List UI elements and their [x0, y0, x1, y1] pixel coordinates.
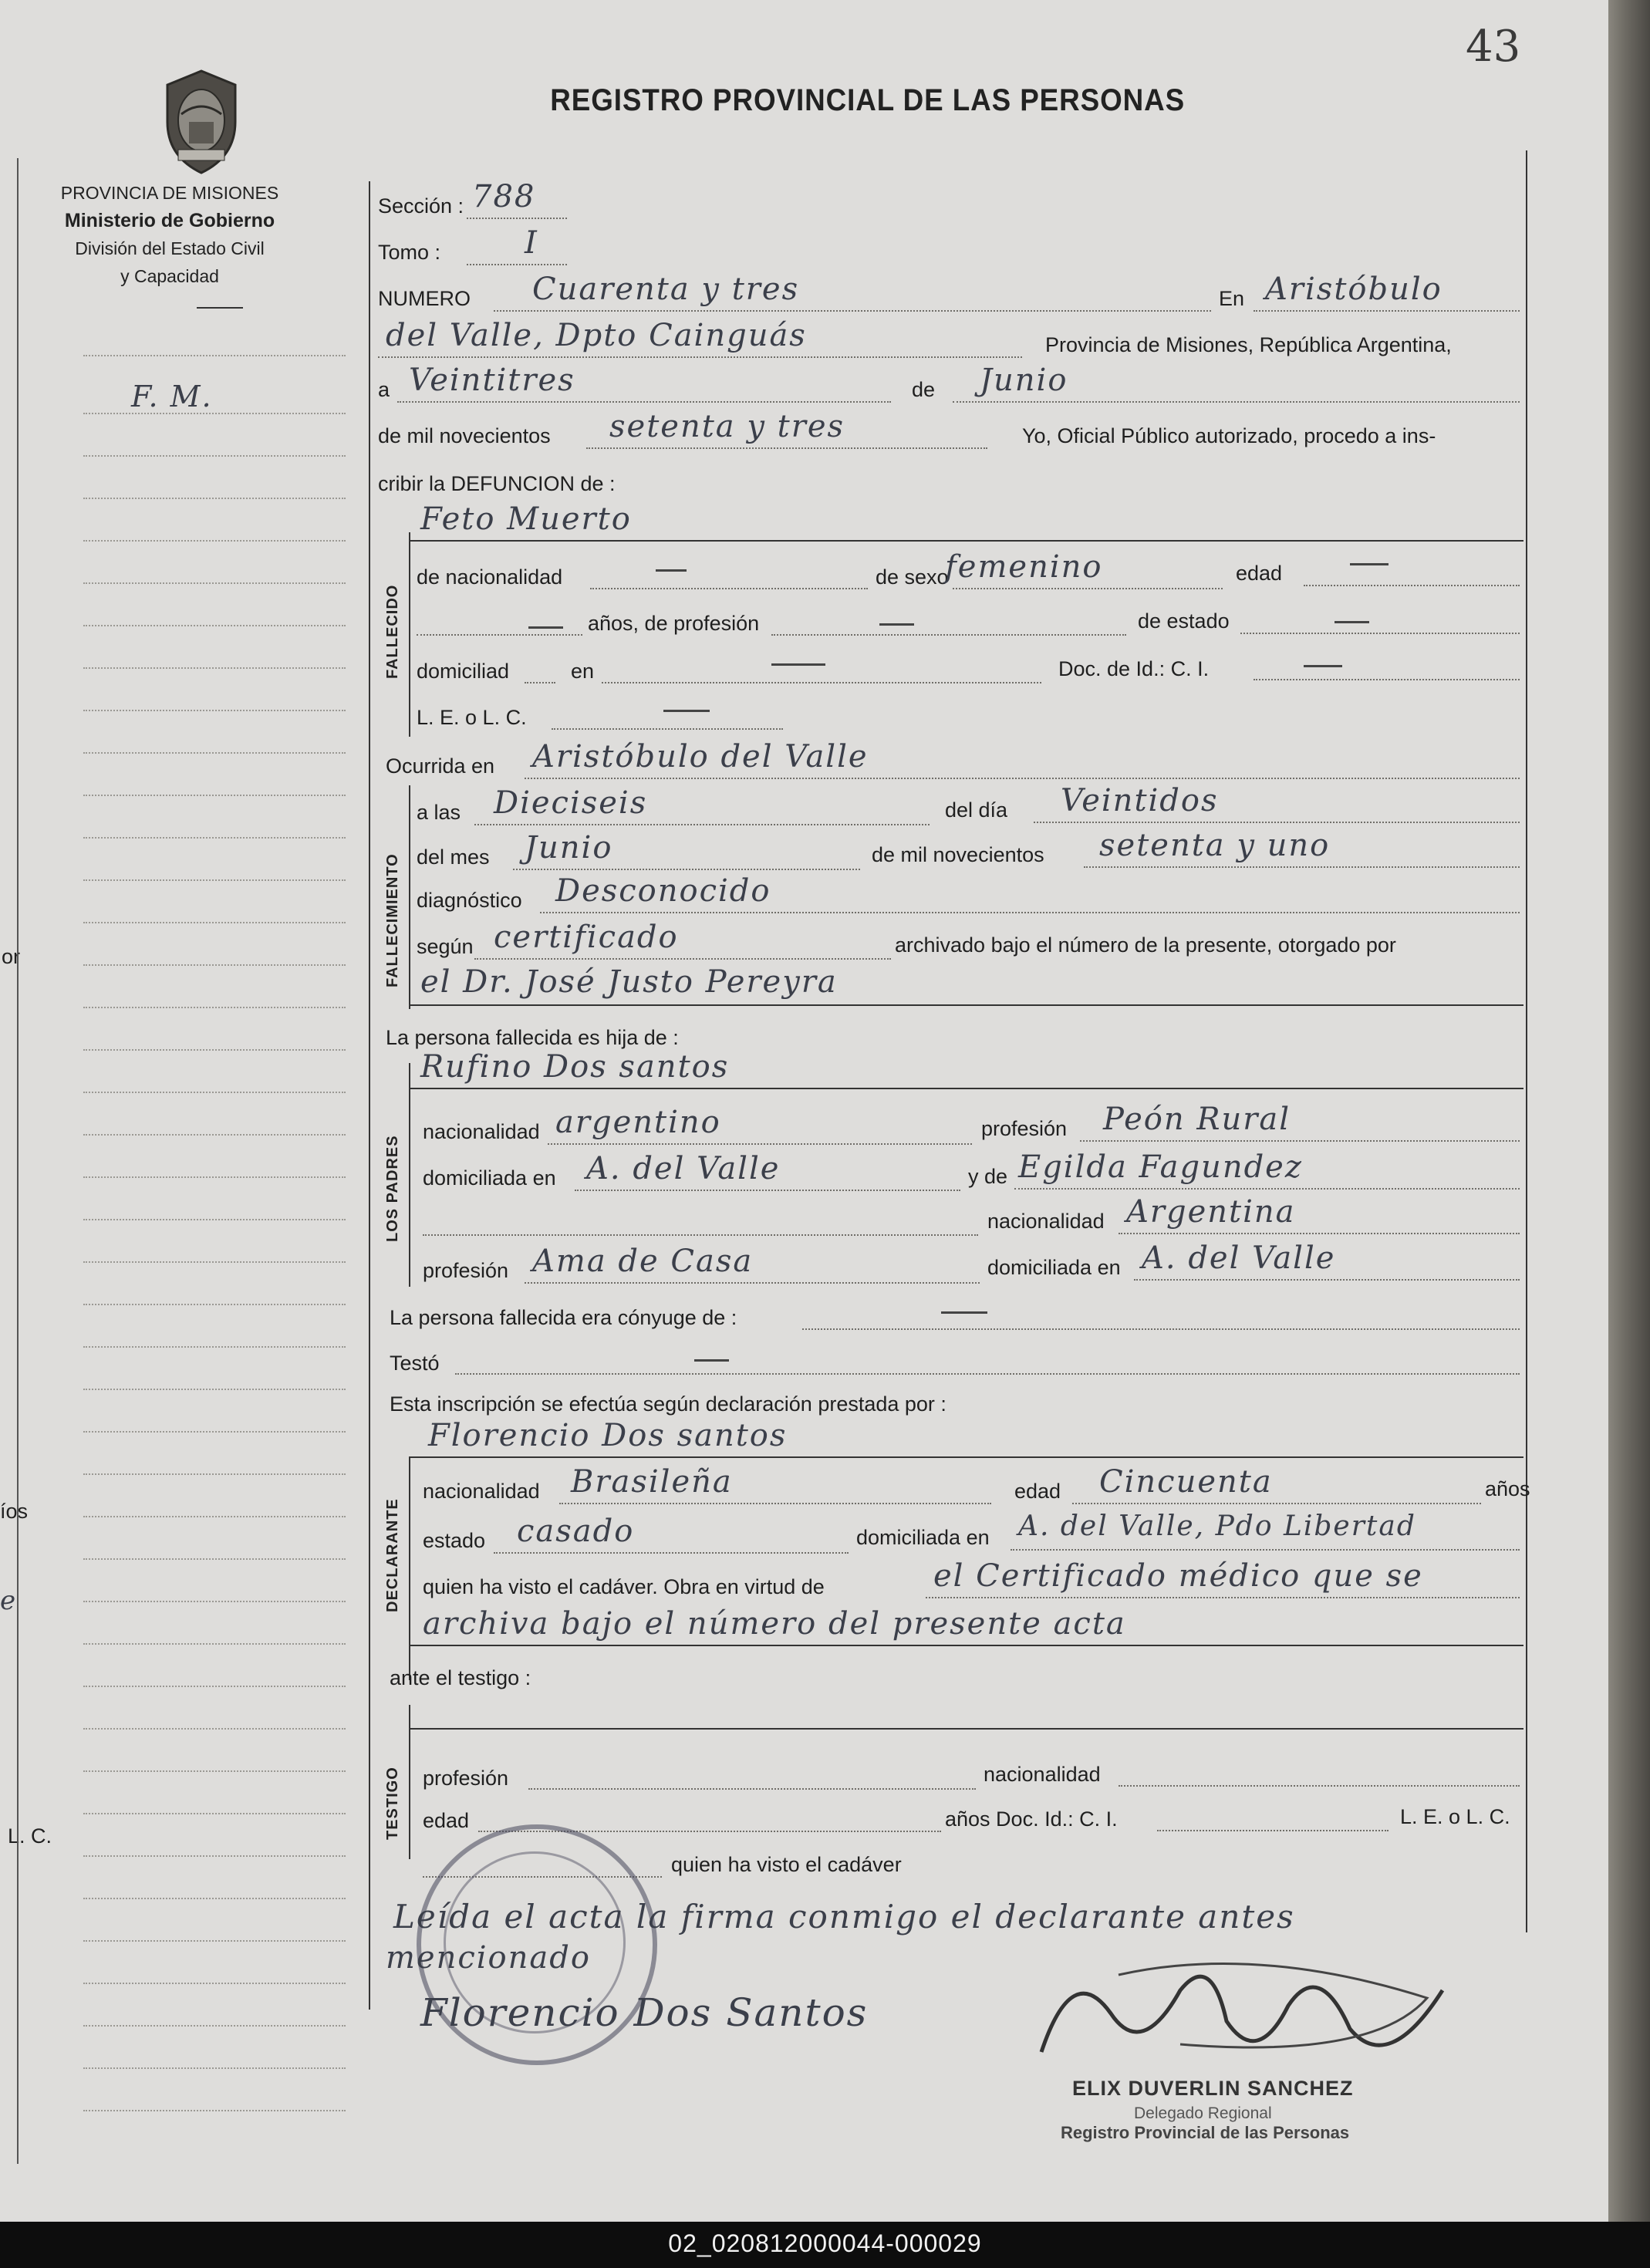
- diagnostico-label: diagnóstico: [417, 889, 522, 912]
- padre-domiciliada-label: domiciliada en: [423, 1166, 556, 1190]
- testigo-le-label: L. E. o L. C.: [1400, 1805, 1510, 1828]
- testigo-visto-text: quien ha visto el cadáver: [671, 1853, 902, 1876]
- padre-profesion: Peón Rural: [1103, 1102, 1291, 1137]
- declarante-domiciliada-label: domiciliada en: [856, 1526, 990, 1549]
- declarante-nacionalidad: Brasileña: [571, 1464, 733, 1500]
- numero-value: Cuarenta y tres: [532, 272, 800, 307]
- declaracion-text: Esta inscripción se efectúa según declaración prestada por :: [390, 1392, 946, 1416]
- madre-nacionalidad-label: nacionalidad: [987, 1210, 1105, 1233]
- numero-label: NUMERO: [378, 287, 471, 310]
- ante-testigo-text: ante el testigo :: [390, 1666, 531, 1689]
- ministry-label: Ministerio de Gobierno: [64, 210, 275, 231]
- edge-fragment-3: e: [0, 1585, 18, 1616]
- fallecimiento-tag: FALLECIMIENTO: [384, 853, 401, 987]
- y-de-label: y de: [968, 1165, 1008, 1188]
- a-label: a: [378, 378, 390, 401]
- declarante-virtud-value-2: archiva bajo el número del presente acta: [423, 1606, 1126, 1642]
- padre-nombre: Rufino Dos santos: [420, 1049, 730, 1085]
- fallecido-tag: FALLECIDO: [384, 584, 401, 679]
- sexo-label: de sexo: [876, 565, 949, 589]
- segun-value: certificado: [494, 920, 679, 955]
- anio-value: setenta y tres: [609, 409, 845, 444]
- declarante-edad: Cincuenta: [1099, 1464, 1273, 1500]
- declarante-virtud-value: el Certificado médico que se: [933, 1558, 1423, 1594]
- madre-domicilio-label: domiciliada en: [987, 1256, 1121, 1279]
- del-dia-value: Veintidos: [1061, 783, 1219, 818]
- oficial-cargo: Delegado Regional: [1134, 2104, 1272, 2122]
- edad-label: edad: [1236, 562, 1283, 585]
- form-left-rule: [369, 181, 370, 2010]
- footer-code: 02_020812000044-000029: [668, 2229, 982, 2257]
- testigo-edad-label: edad: [423, 1809, 470, 1832]
- official-signature-icon: [1026, 1944, 1458, 2083]
- padre-domicilio: A. del Valle: [586, 1151, 781, 1186]
- fallecido-nombre: Feto Muerto: [420, 501, 632, 537]
- declarante-estado: casado: [517, 1514, 635, 1549]
- segun-label: según: [417, 935, 474, 958]
- ocurrida-value: Aristóbulo del Valle: [532, 739, 869, 775]
- diagnostico-value: Desconocido: [555, 873, 771, 909]
- declarante-nombre: Florencio Dos santos: [428, 1418, 788, 1453]
- otorgado-value: el Dr. José Justo Pereyra: [420, 964, 838, 1000]
- declarante-nacionalidad-label: nacionalidad: [423, 1480, 540, 1503]
- header-block: [54, 179, 285, 290]
- cierre-line-2: mencionado: [386, 1940, 591, 1976]
- padres-intro: La persona fallecida es hija de :: [386, 1026, 679, 1049]
- fallecimiento-anio-value: setenta y uno: [1099, 828, 1331, 863]
- padre-nacionalidad: argentino: [555, 1105, 721, 1140]
- testigo-tag: TESTIGO: [384, 1767, 401, 1840]
- book-spine: [1608, 0, 1650, 2222]
- en-label: En: [1219, 287, 1245, 310]
- facing-page-edge: [17, 158, 19, 2164]
- madre-domicilio: A. del Valle: [1142, 1240, 1336, 1276]
- anios-label: años, de profesión: [588, 612, 760, 635]
- edge-fragment-4: L. C.: [8, 1824, 52, 1848]
- mil-label: de mil novecientos: [378, 424, 551, 447]
- fallecimiento-mil-label: de mil novecientos: [872, 843, 1044, 866]
- nacionalidad-label: de nacionalidad: [417, 565, 563, 589]
- doc-label: Doc. de Id.: C. I.: [1058, 657, 1210, 680]
- padre-profesion-label: profesión: [981, 1117, 1068, 1140]
- page-number: 43: [1466, 22, 1521, 72]
- page-title: REGISTRO PROVINCIAL DE LAS PERSONAS: [550, 83, 1186, 117]
- provincia-text: Provincia de Misiones, República Argentina,: [1045, 333, 1452, 356]
- firma-declarante: Florencio Dos Santos: [420, 1990, 869, 2035]
- declarante-anios-label: años: [1485, 1477, 1530, 1500]
- declarante-tag: DECLARANTE: [384, 1498, 401, 1612]
- estado-label: de estado: [1138, 609, 1230, 633]
- testigo-nacionalidad-label: nacionalidad: [984, 1763, 1101, 1786]
- testo-text: Testó: [390, 1352, 440, 1375]
- inscribir-text: cribir la DEFUNCION de :: [378, 472, 616, 495]
- padre-nacionalidad-label: nacionalidad: [423, 1120, 540, 1143]
- margin-note: F. M.: [131, 380, 213, 413]
- seccion-value: 788: [472, 179, 536, 214]
- madre-profesion-label: profesión: [423, 1259, 509, 1282]
- capacity-label: y Capacidad: [120, 266, 219, 286]
- oficial-text: Yo, Oficial Público autorizado, procedo a ins-: [1022, 424, 1436, 447]
- dia-value: Veintitres: [409, 363, 575, 398]
- declarante-visto-text: quien ha visto el cadáver. Obra en virtud de: [423, 1575, 825, 1598]
- declarante-estado-label: estado: [423, 1529, 486, 1552]
- a-las-label: a las: [417, 801, 461, 824]
- edge-fragment-1: or: [2, 945, 21, 968]
- ocurrida-label: Ocurrida en: [386, 754, 495, 778]
- coat-of-arms-icon: [158, 68, 245, 176]
- form-right-rule: [1526, 150, 1527, 1932]
- testigo-doc-label: años Doc. Id.: C. I.: [945, 1807, 1118, 1831]
- archivado-text: archivado bajo el número de la presente, otorgado por: [895, 933, 1396, 957]
- seccion-label: Sección :: [378, 194, 464, 218]
- mes-value: Junio: [980, 363, 1068, 398]
- del-dia-label: del día: [945, 798, 1008, 822]
- del-mes-value: Junio: [525, 830, 613, 866]
- conyuge-text: La persona fallecida era cónyuge de :: [390, 1306, 737, 1329]
- del-mes-label: del mes: [417, 845, 490, 869]
- le-label: L. E. o L. C.: [417, 706, 527, 729]
- madre-profesion: Ama de Casa: [532, 1244, 754, 1279]
- header-rule: [197, 307, 243, 309]
- declarante-edad-label: edad: [1014, 1480, 1061, 1503]
- province-label: PROVINCIA DE MISIONES: [60, 183, 279, 203]
- sexo-value: femenino: [945, 549, 1103, 585]
- padres-tag: LOS PADRES: [384, 1135, 401, 1242]
- division-label: División del Estado Civil: [75, 238, 265, 258]
- tomo-value: I: [525, 225, 538, 261]
- edge-fragment-2: íos: [0, 1500, 29, 1523]
- cierre-line-1: Leída el acta la firma conmigo el declarante antes: [393, 1898, 1295, 1936]
- oficial-registro: Registro Provincial de las Personas: [1061, 2123, 1350, 2142]
- testigo-profesion-label: profesión: [423, 1767, 509, 1790]
- oficial-nombre: ELIX DUVERLIN SANCHEZ: [1072, 2077, 1354, 2100]
- de-label: de: [912, 378, 936, 401]
- tomo-label: Tomo :: [378, 241, 441, 264]
- en-value: Aristóbulo: [1265, 272, 1442, 307]
- en-value-2: del Valle, Dpto Cainguás: [386, 318, 807, 353]
- domicilio-en-label: en: [571, 660, 595, 683]
- madre-nombre: Egilda Fagundez: [1018, 1149, 1303, 1185]
- declarante-domicilio: A. del Valle, Pdo Libertad: [1018, 1510, 1416, 1542]
- domicilio-label: domiciliad: [417, 660, 510, 683]
- a-las-value: Dieciseis: [494, 785, 648, 821]
- madre-nacionalidad: Argentina: [1126, 1194, 1296, 1230]
